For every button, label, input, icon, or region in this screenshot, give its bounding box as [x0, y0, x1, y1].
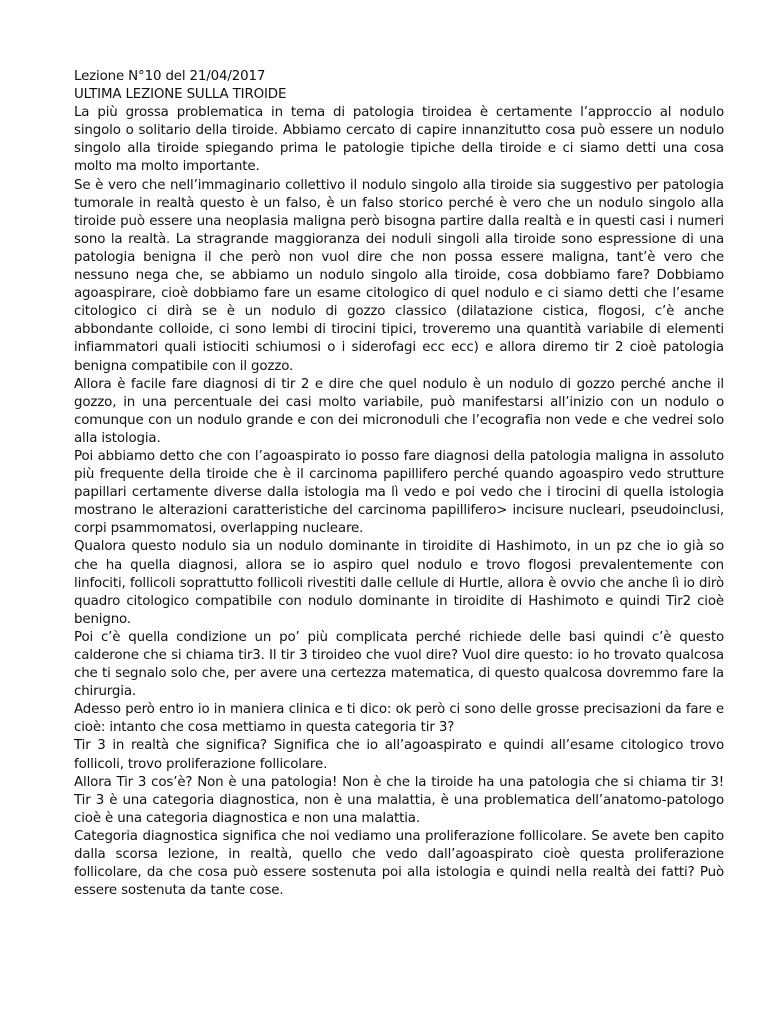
paragraph: Qualora questo nodulo sia un nodulo dominante in tiroidite di Hashimoto, in un pz che io già so che ha quella diagnosi, allora se io aspiro quel nodulo e trovo flogosi prevalentemente con linfociti, follicoli soprattutto follicoli rivestiti dalle cellule di Hurtle, allora è ovvio che anche lì io dirò quadro citologico compatibile con nodulo dominante in tiroidite di Hashimoto e quindi Tir2 cioè benigno. — [74, 539, 724, 627]
paragraph: Tir 3 in realtà che significa? Significa che io all’agoaspirato e quindi all’esame citologico trovo follicoli, trovo proliferazione follicolare. — [74, 738, 724, 772]
paragraph: Poi c’è quella condizione un po’ più complicata perché richiede delle basi quindi c’è questo calderone che si chiama tir3. Il tir 3 tiroideo che vuol dire? Vuol dire questo: io ho trovato qualcosa che ti segnalo solo che, per avere una certezza matematica, di questo qualcosa dovremmo fare la chirurgia. — [74, 629, 724, 700]
lesson-header: Lezione N°10 del 21/04/2017 — [74, 69, 266, 84]
paragraph: Categoria diagnostica significa che noi vediamo una proliferazione follicolare. Se avete ben capito dalla scorsa lezione, in realtà, quello che vedo dall’agoaspirato cioè questa proliferazione follicolare, da che cosa può essere sostenuta poi alla istologia e quindi nella realtà dei fatti? Può essere sostenuta da tante cose. — [74, 828, 724, 899]
paragraph: Poi abbiamo detto che con l’agoaspirato io posso fare diagnosi della patologia maligna in assoluto più frequente della tiroide che è il carcinoma papillifero perché quando agoaspiro vedo strutture papillari certamente diverse dalla istologia ma lì vedo e poi vedo che i tirocini di quella istologia mostrano le alterazioni caratteristiche del carcinoma papillifero> incisure nucleari, pseudoinclusi, corpi psammomatosi, overlapping nucleare. — [74, 448, 724, 537]
paragraph: Se è vero che nell’immaginario collettivo il nodulo singolo alla tiroide sia suggestivo per patologia tumorale in realtà questo è un falso, è un falso storico perché è vero che un nodulo singolo alla tiroide può essere una neoplasia maligna però bisogna partire dalla realtà e in questi casi i numeri sono la realtà. La stragrande maggioranza dei noduli singoli alla tiroide sono espressione di una patologia benigna il che però non vuol dire che non possa essere maligna, tant’è vero che nessuno nega che, se abbiamo un nodulo singolo alla tiroide, cosa dobbiamo fare? Dobbiamo agoaspirare, cioè dobbiamo fare un esame citologico di quel nodulo e ci siamo detti che l’esame citologico ci dirà se è un nodulo di gozzo classico (dilatazione cistica, flogosi, c’è anche abbondante colloide, ci sono lembi di tirocini tipici, troveremo una quantità variabile di elementi infiammatori quali istiociti schiumosi o i siderofagi ecc ecc) e allora diremo tir 2 cioè patologia benigna compatibile con il gozzo. — [74, 177, 724, 374]
lesson-title: ULTIMA LEZIONE SULLA TIROIDE — [74, 87, 287, 103]
paragraph: Allora è facile fare diagnosi di tir 2 e dire che quel nodulo è un nodulo di gozzo perché anche il gozzo, in una percentuale dei casi molto variabile, può manifestarsi all’inizio con un nodulo o comunque con un nodulo grande e con dei micronoduli che l’ecografia non vede e che vedrei solo alla istologia. — [74, 376, 724, 446]
document-page — [74, 68, 724, 900]
paragraph: La più grossa problematica in tema di patologia tiroidea è certamente l’approccio al nodulo singolo o solitario della tiroide. Abbiamo cercato di capire innanzitutto cosa può essere un nodulo singolo alla tiroide spiegando prima le patologie tipiche della tiroide e ci siamo detti una cosa molto ma molto importante. — [74, 105, 724, 175]
paragraph: Allora Tir 3 cos’è? Non è una patologia! Non è che la tiroide ha una patologia che si chiama tir 3! Tir 3 è una categoria diagnostica, non è una malattia, è una problematica dell’anatomo-patologo cioè è una categoria diagnostica e non una malattia. — [74, 774, 724, 826]
paragraph: Adesso però entro io in maniera clinica e ti dico: ok però ci sono delle grosse precisazioni da fare e cioè: intanto che cosa mettiamo in questa categoria tir 3? — [74, 702, 724, 736]
